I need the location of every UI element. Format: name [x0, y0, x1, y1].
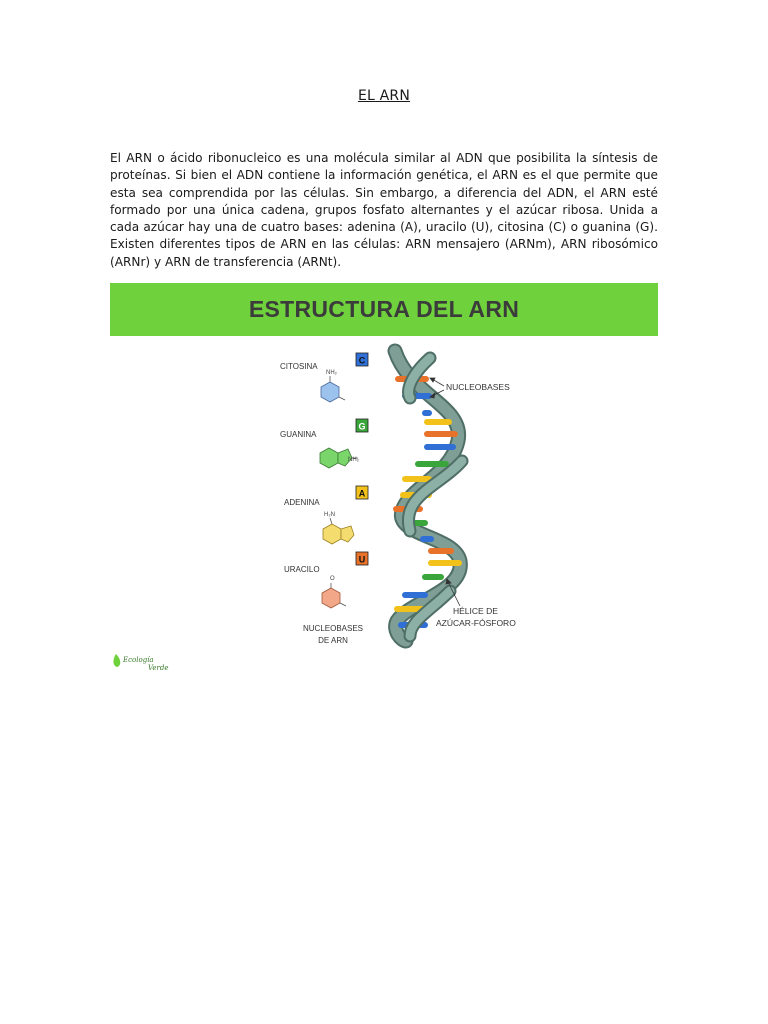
- svg-text:NH₂: NH₂: [326, 370, 337, 376]
- base-label-citosina: CITOSINA: [280, 362, 318, 371]
- guanine-molecule-icon: [320, 448, 360, 468]
- adenine-molecule-icon: [323, 512, 354, 544]
- badge-u: [356, 552, 368, 565]
- caption-line-2: DE ARN: [318, 636, 348, 645]
- cytosine-molecule-icon: [321, 370, 345, 402]
- label-nucleobases: NUCLEOBASES: [446, 382, 510, 392]
- svg-text:U: U: [358, 554, 366, 565]
- ecologia-verde-logo: [113, 654, 168, 672]
- badge-a: [356, 486, 368, 499]
- label-helix-line-2: AZÚCAR-FÓSFORO: [436, 618, 516, 628]
- document-title: EL ARN: [357, 88, 411, 104]
- svg-text:A: A: [358, 488, 366, 499]
- badge-g: [356, 419, 368, 432]
- badge-c: [356, 353, 368, 366]
- caption-line-1: NUCLEOBASES: [302, 624, 364, 633]
- document-paragraph: El ARN o ácido ribonucleico es una molécula similar al ADN que posibilita la síntesis de proteínas. Si bien el ADN contiene la información genética, el ARN es el que permite que esta sea comprendida por las células. Sin embargo, a diferencia del ADN, el ARN esté formado por una única cadena, grupos fosfato alternantes y el azúcar ribosa. Unida a cada azúcar hay una de cuatro bases: adenina (A), uracilo (U), citosina (C) o guanina (G). Existen diferentes tipos de ARN en las células: ARN mensajero (ARNm), ARN ribosómico (ARNr) y ARN de transferencia (ARNt).: [110, 151, 658, 269]
- base-label-guanina: GUANINA: [280, 430, 317, 439]
- rna-diagram: [110, 336, 658, 683]
- rna-structure-figure: [110, 283, 658, 683]
- base-label-adenina: ADENINA: [284, 498, 320, 507]
- svg-text:G: G: [358, 421, 366, 432]
- svg-text:Verde: Verde: [148, 664, 169, 672]
- uracil-molecule-icon: [322, 576, 346, 608]
- label-helix-line-1: HÉLICE DE: [453, 606, 498, 616]
- base-label-uracilo: URACILO: [284, 565, 320, 574]
- svg-text:Ecología: Ecología: [123, 656, 154, 664]
- svg-text:H₂N: H₂N: [324, 512, 335, 518]
- svg-text:C: C: [358, 355, 366, 366]
- svg-text:O: O: [330, 576, 335, 582]
- svg-text:NH₂: NH₂: [348, 457, 359, 463]
- figure-banner-title: ESTRUCTURA DEL ARN: [248, 296, 520, 322]
